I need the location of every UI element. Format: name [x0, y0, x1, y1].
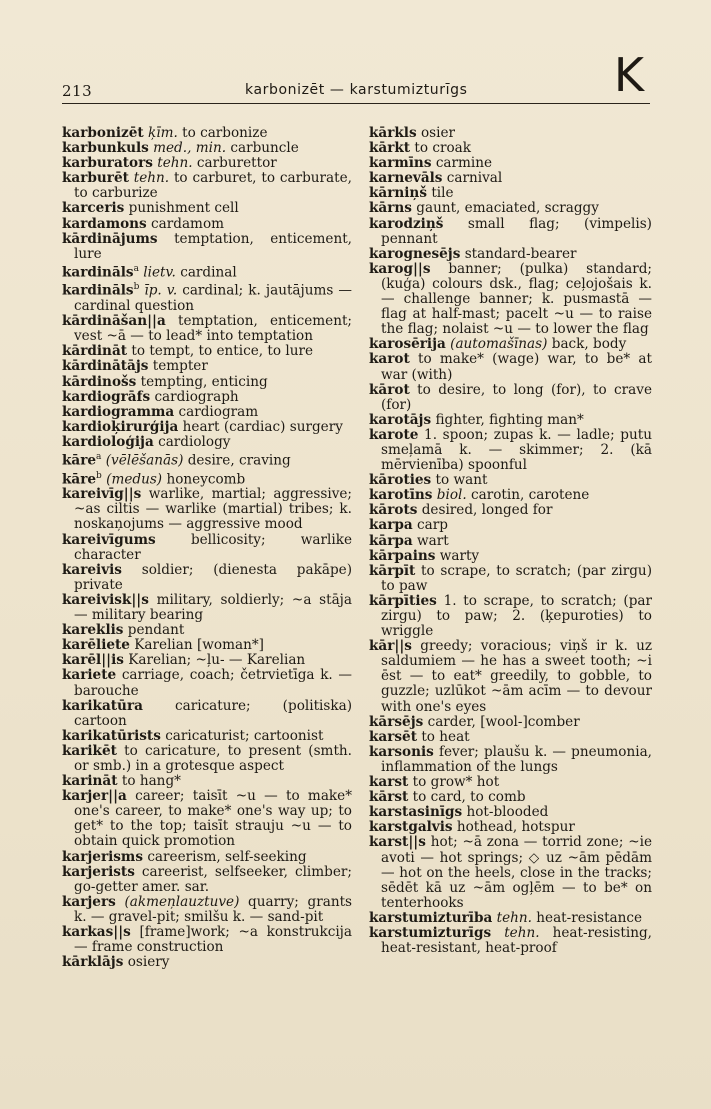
page-number: 213	[62, 82, 93, 100]
dictionary-entry	[369, 564, 652, 594]
entry-definition: greedy; voracious; viņš ir k. uz saldumiem — he has a sweet tooth; ~i ēst — to eat* greedily, to gobble, to guzzle; uzlūkot ~ām acīm — to devour with one's eyes	[381, 638, 653, 715]
entry-definition: carburettor	[196, 155, 277, 172]
entry-label: ķīm.	[147, 125, 178, 141]
section-letter: K	[613, 48, 644, 102]
entry-headword: kārdinātājs	[62, 358, 149, 375]
entry-headword: kāre	[62, 452, 97, 469]
entry-definition: career; taisīt ~u — to make* one's career, to make* one's way up; to get* to the top; taisīt strauju ~u — to obtain quick promotion	[74, 788, 352, 850]
entry-definition: to heat	[421, 728, 470, 745]
dictionary-entry	[369, 413, 652, 428]
entry-headword: karceris	[62, 200, 125, 217]
entry-definition: tempter	[152, 358, 208, 375]
entry-label: tehn.	[496, 909, 532, 926]
entry-definition: to tempt, to entice, to lure	[131, 343, 314, 360]
entry-definition: wart	[417, 532, 449, 549]
entry-definition: soldier; (dienesta pakāpe) private	[74, 561, 353, 593]
entry-label: biol.	[436, 487, 467, 504]
entry-headword: karnevāls	[369, 170, 443, 187]
entry-definition: small flag; (vimpelis) pennant	[381, 215, 652, 247]
entry-definition: temptation, enticement; vest ~ā — to lead* into temptation	[74, 313, 352, 345]
entry-definition: 1. to scrape, to scratch; (par zirgu) to paw; 2. (ķepuroties) to wriggle	[381, 592, 652, 640]
dictionary-entry	[369, 156, 652, 171]
dictionary-entry	[369, 775, 652, 790]
dictionary-entry	[369, 126, 652, 141]
entry-definition: to hang*	[121, 773, 181, 790]
entry-definition: cardamom	[151, 215, 225, 232]
entry-headword: karote	[369, 426, 419, 443]
entry-definition: temptation, enticement, lure	[74, 230, 352, 262]
entry-definition: [frame]work; ~a konstrukcija — frame construction	[74, 924, 352, 956]
entry-definition: desire, craving	[187, 452, 291, 469]
dictionary-entry	[62, 744, 352, 774]
dictionary-entry	[369, 835, 652, 910]
entry-label: tehn.	[133, 170, 170, 187]
entry-definition: pendant	[127, 622, 185, 639]
entry-headword: kardināls	[62, 283, 134, 299]
entry-definition: to grow* hot	[412, 774, 500, 791]
entry-definition: cardiology	[158, 433, 231, 450]
entry-headword: karbonizēt	[62, 125, 144, 141]
entry-definition: careerist, selfseeker, climber; go-getter amer. sar.	[74, 863, 352, 895]
entry-headword: karotīns	[369, 487, 433, 504]
entry-headword: kārots	[369, 502, 418, 519]
dictionary-entry	[369, 473, 652, 488]
dictionary-entry	[62, 450, 352, 469]
entry-definition: heat-resisting, heat-resistant, heat-proof	[381, 924, 652, 957]
dictionary-entry	[62, 280, 352, 314]
homonym-index: a	[96, 452, 102, 463]
dictionary-entry	[62, 171, 352, 201]
dictionary-entry	[62, 314, 352, 344]
entry-definition: fever; plaušu k. — pneumonia, inflammation of the lungs	[381, 743, 652, 775]
dictionary-entry	[369, 247, 652, 262]
entry-definition: hot-blooded	[466, 804, 549, 821]
dictionary-entry	[369, 186, 652, 201]
entry-headword: karognesējs	[369, 245, 461, 262]
dictionary-entry	[62, 359, 352, 374]
entry-label: med., min.	[153, 140, 227, 157]
dictionary-entry	[62, 126, 352, 141]
entry-headword: kār||s	[369, 638, 412, 655]
entry-headword: kārot	[369, 381, 410, 398]
left-column	[62, 126, 352, 970]
right-column	[369, 126, 652, 956]
entry-headword: kārdinājums	[62, 230, 158, 247]
entry-headword: karjers	[62, 893, 116, 910]
entry-headword: kārsējs	[369, 713, 424, 730]
dictionary-entry	[369, 383, 652, 413]
entry-definition: standard-bearer	[464, 245, 577, 262]
dictionary-entry	[62, 895, 352, 925]
entry-definition: heat-resistance	[536, 909, 643, 926]
entry-definition: cardinal; k. jautājums — cardinal question	[74, 283, 352, 315]
dictionary-entry	[369, 503, 652, 518]
entry-label: tehn.	[157, 155, 193, 172]
entry-headword: karst||s	[369, 834, 426, 851]
entry-definition: banner; (pulka) standard; (kuģa) colours dsk., flag; ceļojošais k. — challenge banner; k. pusmastā — flag at half-mast; pacelt ~u — to raise the flag; nolaist ~u — to lower the flag	[381, 260, 653, 338]
dictionary-entry	[62, 201, 352, 216]
dictionary-entry	[369, 805, 652, 820]
dictionary-entry	[62, 925, 352, 955]
entry-definition: Karelian [woman*]	[134, 637, 264, 654]
entry-headword: karsēt	[369, 728, 417, 745]
dictionary-entry	[62, 563, 352, 593]
entry-headword: kardamons	[62, 215, 147, 232]
dictionary-entry	[62, 774, 352, 789]
dictionary-entry	[62, 850, 352, 865]
entry-headword: kārniņš	[369, 185, 427, 202]
entry-headword: karot	[369, 351, 410, 368]
entry-label: tehn.	[504, 924, 540, 941]
entry-headword: kardioloģija	[62, 433, 154, 450]
entry-headword: kardioķirurģija	[62, 418, 179, 435]
dictionary-entry	[369, 790, 652, 805]
entry-headword: kardināls	[62, 264, 134, 281]
entry-label: (akmeņlauztuve)	[124, 893, 240, 910]
dictionary-entry	[369, 352, 652, 382]
entry-definition: to want	[435, 472, 488, 489]
dictionary-entry	[369, 911, 652, 926]
dictionary-entry	[62, 699, 352, 729]
dictionary-entry	[62, 344, 352, 359]
entry-headword: karosērija	[369, 336, 446, 353]
entry-headword: karburators	[62, 155, 153, 172]
entry-definition: Karelian; ~ļu- — Karelian	[128, 652, 306, 669]
entry-definition: warlike, martial; aggressive; ~as ciltis — warlike (martial) tribes; k. noskaņojums — aggressive mood	[74, 486, 352, 533]
entry-label: (medus)	[106, 471, 163, 488]
entry-headword: kārst	[369, 789, 409, 806]
entry-label: lietv.	[143, 264, 176, 281]
entry-definition: carder, [wool-]comber	[427, 713, 580, 730]
entry-definition: to make* (wage) war, to be* at war (with)	[381, 351, 652, 383]
entry-definition: warty	[439, 547, 480, 564]
entry-headword: kārdināt	[62, 343, 128, 360]
entry-definition: desired, longed for	[421, 502, 553, 519]
entry-headword: karodziņš	[369, 215, 444, 232]
dictionary-entry	[369, 201, 652, 216]
dictionary-entry	[62, 141, 352, 156]
entry-definition: to croak	[414, 140, 472, 157]
entry-definition: osier	[420, 125, 456, 141]
dictionary-entry	[369, 594, 652, 639]
entry-headword: karjerisms	[62, 848, 143, 865]
dictionary-entry	[62, 487, 352, 532]
entry-headword: karburēt	[62, 170, 129, 187]
entry-definition: carotin, carotene	[471, 487, 590, 504]
entry-definition: cardinal	[180, 264, 237, 281]
entry-definition: honeycomb	[166, 471, 246, 488]
entry-headword: kāre	[62, 471, 97, 488]
entry-headword: karjerists	[62, 863, 135, 880]
entry-definition: hothead, hotspur	[456, 819, 575, 836]
entry-headword: kāroties	[369, 472, 432, 489]
entry-headword: kardiogramma	[62, 403, 175, 420]
dictionary-entry	[62, 217, 352, 232]
dictionary-entry	[62, 533, 352, 563]
entry-definition: to caricature, to present (smth. or smb.) in a grotesque aspect	[74, 742, 352, 774]
entry-definition: carp	[417, 517, 448, 534]
dictionary-entry	[62, 789, 352, 849]
dictionary-entry	[62, 262, 352, 281]
entry-headword: karog||s	[369, 260, 431, 277]
dictionary-entry	[369, 518, 652, 533]
entry-definition: cardiogram	[178, 403, 259, 420]
dictionary-entry	[62, 668, 352, 698]
entry-headword: karikēt	[62, 742, 117, 759]
entry-headword: kārkt	[369, 140, 411, 157]
dictionary-entry	[369, 715, 652, 730]
entry-headword: kareivīgums	[62, 531, 156, 548]
entry-headword: kareivis	[62, 561, 122, 578]
entry-headword: karstasinīgs	[369, 804, 463, 821]
entry-headword: karstgalvis	[369, 819, 453, 836]
entry-definition: to carburet, to carburate, to carburize	[74, 170, 352, 202]
entry-headword: karsonis	[369, 743, 434, 760]
dictionary-entry	[369, 534, 652, 549]
header-rule	[62, 103, 650, 104]
running-head: karbonizēt — karstumizturīgs	[245, 82, 468, 98]
dictionary-entry	[62, 420, 352, 435]
entry-headword: kārdinošs	[62, 373, 137, 390]
entry-definition: heart (cardiac) surgery	[182, 418, 343, 435]
entry-definition: careerism, self-seeking	[147, 848, 307, 865]
entry-headword: karināt	[62, 773, 118, 790]
entry-definition: military, soldierly; ~a stāja — military bearing	[74, 591, 352, 624]
entry-definition: bellicosity; warlike character	[74, 531, 353, 563]
entry-headword: kārpa	[369, 532, 413, 549]
entry-headword: karstumizturīgs	[369, 924, 492, 941]
page-header	[62, 48, 650, 104]
entry-definition: carmine	[435, 155, 493, 172]
dictionary-entry	[369, 730, 652, 745]
dictionary-entry	[62, 653, 352, 668]
entry-label: (automašīnas)	[450, 336, 548, 353]
entry-label: (vēlēšanās)	[105, 452, 184, 469]
dictionary-entry	[369, 488, 652, 503]
entry-headword: karbunkuls	[62, 140, 149, 157]
dictionary-entry	[369, 217, 652, 247]
dictionary-entry	[62, 435, 352, 450]
entry-label: īp. v.	[144, 283, 178, 299]
dictionary-entry	[62, 729, 352, 744]
entry-headword: karēl||is	[62, 652, 124, 669]
entry-definition: to scrape, to scratch; (par zirgu) to paw	[381, 562, 652, 594]
dictionary-entry	[62, 865, 352, 895]
dictionary-entry	[62, 232, 352, 262]
entry-headword: karikatūrists	[62, 727, 161, 744]
entry-definition: carnival	[446, 170, 503, 187]
entry-headword: karkas||s	[62, 924, 131, 940]
entry-headword: karstumizturība	[369, 909, 493, 926]
entry-headword: karēliete	[62, 637, 130, 654]
entry-headword: kariete	[62, 667, 117, 684]
dictionary-entry	[62, 593, 352, 623]
entry-definition: carriage, coach; četrvietīga k. — barouche	[74, 667, 353, 699]
homonym-index: b	[96, 470, 102, 481]
dictionary-entry	[369, 639, 652, 714]
dictionary-entry	[62, 469, 352, 488]
dictionary-entry	[62, 375, 352, 390]
entry-definition: hot; ~ā zona — torrid zone; ~ie avoti — hot springs; ◇ uz ~ām pēdām — hot on the heels, close in the tracks; sēdēt kā uz ~ām ogļēm — to be* on tenterhooks	[381, 834, 652, 911]
entry-definition: tile	[431, 185, 454, 202]
entry-headword: kārpīt	[369, 562, 416, 579]
dictionary-entry	[369, 549, 652, 564]
entry-headword: kārpains	[369, 547, 436, 564]
entry-headword: karpa	[369, 517, 413, 534]
homonym-index: b	[133, 282, 140, 293]
entry-headword: kareklis	[62, 622, 124, 639]
entry-headword: kārdināšan||a	[62, 313, 166, 330]
entry-headword: kareivisk||s	[62, 591, 149, 608]
dictionary-entry	[369, 262, 652, 337]
dictionary-entry	[62, 405, 352, 420]
entry-headword: kārkls	[369, 125, 417, 141]
dictionary-entry	[369, 337, 652, 352]
entry-headword: karst	[369, 774, 409, 791]
dictionary-entry	[369, 820, 652, 835]
entry-headword: kārns	[369, 200, 412, 217]
dictionary-entry	[369, 171, 652, 186]
entry-headword: kārklājs	[62, 954, 124, 971]
entry-definition: back, body	[551, 336, 627, 353]
entry-definition: osiery	[127, 954, 170, 971]
dictionary-entry	[62, 638, 352, 653]
entry-headword: karjer||a	[62, 788, 127, 805]
entry-definition: punishment cell	[128, 200, 239, 217]
entry-headword: karmīns	[369, 155, 432, 172]
entry-definition: cardiograph	[154, 388, 239, 405]
dictionary-entry	[369, 745, 652, 775]
dictionary-entry	[62, 390, 352, 405]
entry-definition: fighter, fighting man*	[435, 411, 584, 428]
entry-definition: to carbonize	[182, 125, 268, 141]
dictionary-entry	[369, 926, 652, 956]
entry-definition: caricature; (politiska) cartoon	[74, 697, 353, 729]
dictionary-entry	[369, 428, 652, 473]
homonym-index: a	[133, 263, 139, 274]
dictionary-entry	[62, 623, 352, 638]
entry-definition: gaunt, emaciated, scraggy	[416, 200, 599, 217]
dictionary-entry	[369, 141, 652, 156]
entry-definition: quarry; grants k. — gravel-pit; smilšu k. — sand-pit	[74, 893, 353, 925]
entry-definition: tempting, enticing	[140, 373, 268, 390]
entry-headword: kārpīties	[369, 592, 437, 609]
entry-definition: caricaturist; cartoonist	[165, 727, 324, 744]
entry-definition: carbuncle	[230, 140, 299, 157]
entry-headword: karikatūra	[62, 697, 143, 714]
dictionary-entry	[62, 156, 352, 171]
entry-headword: kardiogrāfs	[62, 388, 151, 405]
entry-headword: karotājs	[369, 411, 432, 428]
entry-definition: to card, to comb	[412, 789, 526, 806]
entry-definition: to desire, to long (for), to crave (for)	[381, 381, 652, 413]
entry-headword: kareivīg||s	[62, 486, 142, 503]
dictionary-entry	[62, 955, 352, 970]
entry-definition: 1. spoon; zupas k. — ladle; putu smeļamā k. — skimmer; 2. (kā mērvienība) spoonful	[381, 426, 652, 474]
